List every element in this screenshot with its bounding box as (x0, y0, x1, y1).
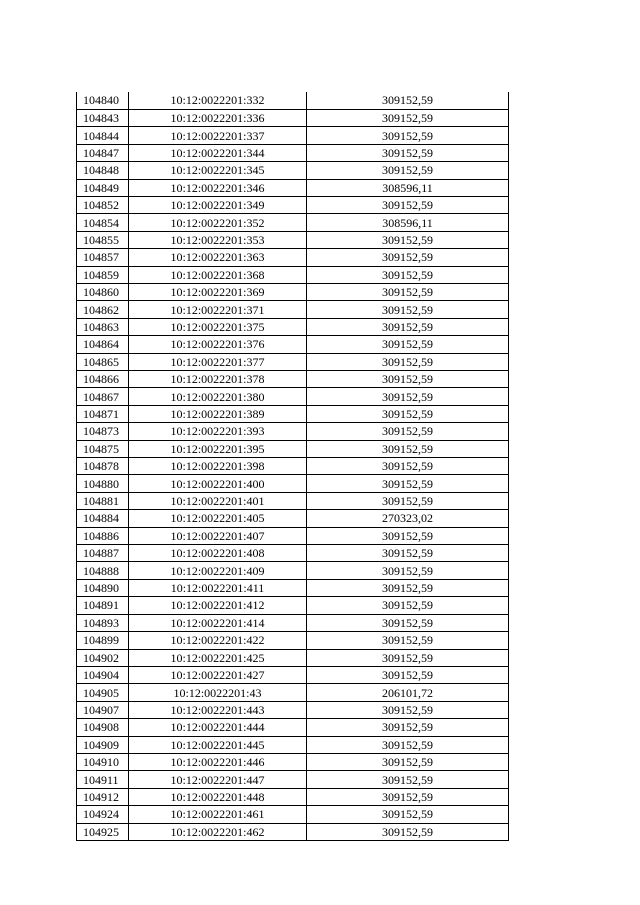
table-row (77, 371, 509, 388)
table-row (77, 701, 509, 718)
cadastral-value-cell: 309152,59 (307, 771, 509, 788)
cadastral-number-cell: 10:12:0022201:371 (129, 301, 307, 318)
cadastral-value-cell: 309152,59 (307, 249, 509, 266)
table-row (77, 475, 509, 492)
cadastral-number-cell: 10:12:0022201:380 (129, 388, 307, 405)
table-row (77, 196, 509, 213)
cadastral-value-cell: 309152,59 (307, 162, 509, 179)
cadastral-number-cell: 10:12:0022201:461 (129, 806, 307, 823)
cadastral-value-cell: 309152,59 (307, 753, 509, 770)
record-number-cell: 104910 (77, 753, 129, 770)
record-number-cell: 104912 (77, 788, 129, 805)
table-row (77, 423, 509, 440)
document-page (76, 92, 508, 841)
record-number-cell: 104854 (77, 214, 129, 231)
cadastral-value-cell: 270323,02 (307, 510, 509, 527)
record-number-cell: 104887 (77, 545, 129, 562)
record-number-cell: 104865 (77, 353, 129, 370)
table-row (77, 353, 509, 370)
record-number-cell: 104860 (77, 283, 129, 300)
cadastral-number-cell: 10:12:0022201:346 (129, 179, 307, 196)
cadastral-value-cell: 309152,59 (307, 788, 509, 805)
cadastral-number-cell: 10:12:0022201:414 (129, 614, 307, 631)
table-row (77, 144, 509, 161)
cadastral-value-cell: 309152,59 (307, 527, 509, 544)
cadastral-value-cell: 309152,59 (307, 545, 509, 562)
table-row (77, 458, 509, 475)
record-number-cell: 104907 (77, 701, 129, 718)
record-number-cell: 104863 (77, 318, 129, 335)
cadastral-number-cell: 10:12:0022201:443 (129, 701, 307, 718)
cadastral-number-cell: 10:12:0022201:462 (129, 823, 307, 840)
table-body (77, 92, 509, 840)
table-row (77, 736, 509, 753)
record-number-cell: 104864 (77, 336, 129, 353)
cadastral-number-cell: 10:12:0022201:425 (129, 649, 307, 666)
record-number-cell: 104890 (77, 579, 129, 596)
table-row (77, 666, 509, 683)
cadastral-number-cell: 10:12:0022201:444 (129, 719, 307, 736)
record-number-cell: 104899 (77, 632, 129, 649)
cadastral-value-cell: 309152,59 (307, 579, 509, 596)
record-number-cell: 104902 (77, 649, 129, 666)
cadastral-value-cell: 309152,59 (307, 475, 509, 492)
table-row (77, 318, 509, 335)
cadastral-number-cell: 10:12:0022201:447 (129, 771, 307, 788)
table-row (77, 405, 509, 422)
record-number-cell: 104852 (77, 196, 129, 213)
record-number-cell: 104891 (77, 597, 129, 614)
cadastral-number-cell: 10:12:0022201:446 (129, 753, 307, 770)
table-row (77, 614, 509, 631)
record-number-cell: 104840 (77, 92, 129, 109)
record-number-cell: 104866 (77, 371, 129, 388)
record-number-cell: 104867 (77, 388, 129, 405)
table-row (77, 162, 509, 179)
record-number-cell: 104849 (77, 179, 129, 196)
cadastral-number-cell: 10:12:0022201:422 (129, 632, 307, 649)
table-row (77, 806, 509, 823)
record-number-cell: 104855 (77, 231, 129, 248)
record-number-cell: 104873 (77, 423, 129, 440)
cadastral-number-cell: 10:12:0022201:375 (129, 318, 307, 335)
table-row (77, 649, 509, 666)
cadastral-value-cell: 309152,59 (307, 336, 509, 353)
table-row (77, 283, 509, 300)
record-number-cell: 104908 (77, 719, 129, 736)
table-row (77, 562, 509, 579)
cadastral-value-cell: 309152,59 (307, 823, 509, 840)
cadastral-value-cell: 309152,59 (307, 614, 509, 631)
cadastral-value-cell: 309152,59 (307, 440, 509, 457)
cadastral-value-cell: 309152,59 (307, 736, 509, 753)
cadastral-value-cell: 309152,59 (307, 666, 509, 683)
cadastral-value-cell: 309152,59 (307, 719, 509, 736)
cadastral-number-cell: 10:12:0022201:368 (129, 266, 307, 283)
cadastral-value-cell: 309152,59 (307, 283, 509, 300)
cadastral-number-cell: 10:12:0022201:412 (129, 597, 307, 614)
cadastral-value-cell: 309152,59 (307, 632, 509, 649)
cadastral-number-cell: 10:12:0022201:332 (129, 92, 307, 109)
record-number-cell: 104862 (77, 301, 129, 318)
record-number-cell: 104847 (77, 144, 129, 161)
data-table (76, 92, 509, 841)
cadastral-value-cell: 309152,59 (307, 806, 509, 823)
cadastral-number-cell: 10:12:0022201:344 (129, 144, 307, 161)
table-row (77, 632, 509, 649)
cadastral-number-cell: 10:12:0022201:377 (129, 353, 307, 370)
cadastral-value-cell: 309152,59 (307, 371, 509, 388)
cadastral-value-cell: 309152,59 (307, 388, 509, 405)
record-number-cell: 104871 (77, 405, 129, 422)
cadastral-number-cell: 10:12:0022201:448 (129, 788, 307, 805)
cadastral-number-cell: 10:12:0022201:409 (129, 562, 307, 579)
record-number-cell: 104880 (77, 475, 129, 492)
table-row (77, 684, 509, 701)
cadastral-value-cell: 309152,59 (307, 353, 509, 370)
record-number-cell: 104881 (77, 492, 129, 509)
cadastral-number-cell: 10:12:0022201:363 (129, 249, 307, 266)
cadastral-number-cell: 10:12:0022201:400 (129, 475, 307, 492)
record-number-cell: 104888 (77, 562, 129, 579)
cadastral-value-cell: 309152,59 (307, 597, 509, 614)
cadastral-value-cell: 309152,59 (307, 231, 509, 248)
table-row (77, 527, 509, 544)
record-number-cell: 104886 (77, 527, 129, 544)
record-number-cell: 104848 (77, 162, 129, 179)
cadastral-value-cell: 309152,59 (307, 318, 509, 335)
cadastral-value-cell: 309152,59 (307, 701, 509, 718)
cadastral-number-cell: 10:12:0022201:411 (129, 579, 307, 596)
record-number-cell: 104893 (77, 614, 129, 631)
table-row (77, 823, 509, 840)
table-row (77, 492, 509, 509)
record-number-cell: 104904 (77, 666, 129, 683)
cadastral-number-cell: 10:12:0022201:408 (129, 545, 307, 562)
cadastral-value-cell: 308596,11 (307, 214, 509, 231)
table-row (77, 771, 509, 788)
cadastral-number-cell: 10:12:0022201:369 (129, 283, 307, 300)
cadastral-value-cell: 309152,59 (307, 423, 509, 440)
cadastral-number-cell: 10:12:0022201:407 (129, 527, 307, 544)
table-row (77, 510, 509, 527)
table-row (77, 388, 509, 405)
cadastral-number-cell: 10:12:0022201:336 (129, 109, 307, 126)
cadastral-number-cell: 10:12:0022201:401 (129, 492, 307, 509)
table-row (77, 127, 509, 144)
cadastral-value-cell: 309152,59 (307, 127, 509, 144)
table-row (77, 336, 509, 353)
record-number-cell: 104905 (77, 684, 129, 701)
cadastral-value-cell: 309152,59 (307, 301, 509, 318)
table-row (77, 214, 509, 231)
cadastral-value-cell: 206101,72 (307, 684, 509, 701)
table-row (77, 249, 509, 266)
record-number-cell: 104859 (77, 266, 129, 283)
cadastral-number-cell: 10:12:0022201:378 (129, 371, 307, 388)
record-number-cell: 104911 (77, 771, 129, 788)
table-row (77, 579, 509, 596)
cadastral-value-cell: 309152,59 (307, 649, 509, 666)
cadastral-value-cell: 309152,59 (307, 266, 509, 283)
table-row (77, 597, 509, 614)
table-row (77, 719, 509, 736)
cadastral-number-cell: 10:12:0022201:389 (129, 405, 307, 422)
table-row (77, 109, 509, 126)
record-number-cell: 104875 (77, 440, 129, 457)
record-number-cell: 104924 (77, 806, 129, 823)
cadastral-value-cell: 309152,59 (307, 92, 509, 109)
cadastral-number-cell: 10:12:0022201:427 (129, 666, 307, 683)
table-row (77, 301, 509, 318)
table-row (77, 92, 509, 109)
table-row (77, 179, 509, 196)
cadastral-value-cell: 309152,59 (307, 109, 509, 126)
cadastral-value-cell: 309152,59 (307, 196, 509, 213)
record-number-cell: 104844 (77, 127, 129, 144)
cadastral-number-cell: 10:12:0022201:43 (129, 684, 307, 701)
record-number-cell: 104884 (77, 510, 129, 527)
table-row (77, 545, 509, 562)
cadastral-value-cell: 309152,59 (307, 144, 509, 161)
table-row (77, 266, 509, 283)
cadastral-number-cell: 10:12:0022201:376 (129, 336, 307, 353)
cadastral-number-cell: 10:12:0022201:393 (129, 423, 307, 440)
cadastral-number-cell: 10:12:0022201:353 (129, 231, 307, 248)
cadastral-number-cell: 10:12:0022201:405 (129, 510, 307, 527)
cadastral-number-cell: 10:12:0022201:349 (129, 196, 307, 213)
cadastral-number-cell: 10:12:0022201:352 (129, 214, 307, 231)
record-number-cell: 104909 (77, 736, 129, 753)
record-number-cell: 104857 (77, 249, 129, 266)
cadastral-value-cell: 308596,11 (307, 179, 509, 196)
cadastral-value-cell: 309152,59 (307, 562, 509, 579)
table-row (77, 753, 509, 770)
table-row (77, 440, 509, 457)
cadastral-number-cell: 10:12:0022201:337 (129, 127, 307, 144)
cadastral-number-cell: 10:12:0022201:395 (129, 440, 307, 457)
cadastral-value-cell: 309152,59 (307, 492, 509, 509)
cadastral-number-cell: 10:12:0022201:398 (129, 458, 307, 475)
record-number-cell: 104878 (77, 458, 129, 475)
cadastral-value-cell: 309152,59 (307, 458, 509, 475)
record-number-cell: 104925 (77, 823, 129, 840)
cadastral-number-cell: 10:12:0022201:345 (129, 162, 307, 179)
table-row (77, 231, 509, 248)
record-number-cell: 104843 (77, 109, 129, 126)
cadastral-value-cell: 309152,59 (307, 405, 509, 422)
table-row (77, 788, 509, 805)
cadastral-number-cell: 10:12:0022201:445 (129, 736, 307, 753)
